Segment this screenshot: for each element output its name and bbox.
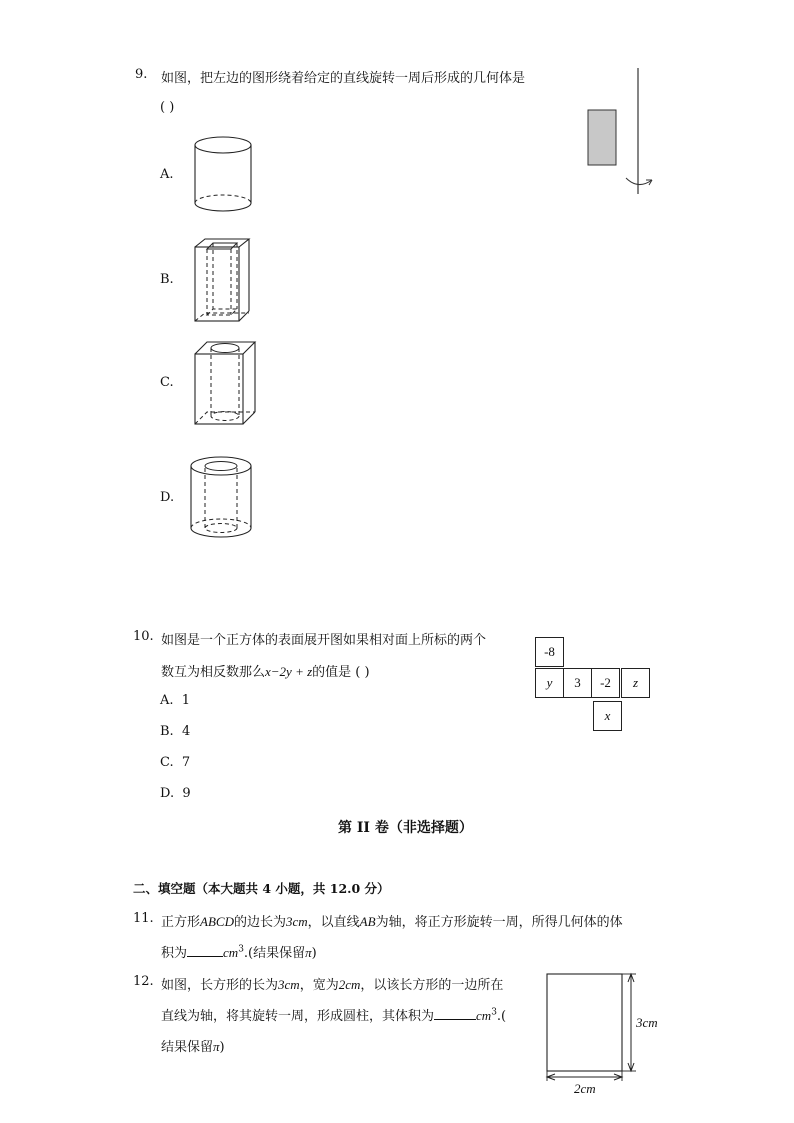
- q9-answer-paren: ( ): [160, 100, 175, 115]
- q12-answer-blank[interactable]: [434, 1007, 476, 1020]
- q11-answer-blank[interactable]: [187, 944, 223, 957]
- net-cell-3: 3: [563, 668, 592, 698]
- q11-line1: 正方形ABCD的边长为3cm，以直线AB为轴，将正方形旋转一周，所得几何体的体: [161, 914, 623, 930]
- q10-number: 10.: [133, 629, 154, 644]
- q9-option-a-label: A.: [160, 167, 174, 182]
- q12-line1: 如图，长方形的长为3cm，宽为2cm，以该长方形的一边所在: [161, 977, 504, 993]
- rotation-reference-figure: [580, 66, 660, 196]
- q10-stem-line2: 数互为相反数那么x−2y + z的值是 ( ): [161, 664, 370, 680]
- q9-option-c-label: C.: [160, 375, 174, 390]
- net-cell-z: z: [621, 668, 650, 698]
- q10-option-c: C. 7: [160, 755, 191, 770]
- prism-with-cylindrical-hole-icon: [193, 340, 259, 428]
- rotation-arrow-icon: [626, 178, 652, 185]
- hollow-square-prism-icon: [193, 237, 255, 325]
- net-cell-top: -8: [535, 637, 564, 667]
- q10-option-d: D. 9: [160, 786, 191, 801]
- net-cell-y: y: [535, 668, 564, 698]
- net-cell-neg2: -2: [591, 668, 620, 698]
- q10-stem-line1: 如图是一个正方体的表面展开图如果相对面上所标的两个: [161, 633, 487, 648]
- q12-line3: 结果保留π): [161, 1039, 225, 1055]
- q9-option-b-label: B.: [160, 272, 174, 287]
- q9-stem: 如图，把左边的图形绕着给定的直线旋转一周后形成的几何体是: [161, 71, 526, 86]
- q12-rectangle: [547, 974, 622, 1071]
- net-cell-x: x: [593, 701, 622, 731]
- section2-header: 二、填空题（本大题共 4 小题，共 12.0 分）: [133, 881, 390, 896]
- q12-line2: 直线为轴，将其旋转一周，形成圆柱，其体积为 $cm^3$.(: [161, 1007, 507, 1024]
- shaded-rectangle: [588, 110, 616, 165]
- q12-height-label: 3cm: [636, 1015, 658, 1030]
- q12-number: 12.: [133, 974, 154, 989]
- hollow-cylinder-icon: [188, 454, 254, 544]
- q11-number: 11.: [133, 911, 154, 926]
- cylinder-icon: [192, 135, 254, 217]
- part2-title: 第 II 卷（非选择题）: [338, 820, 473, 836]
- q9-option-d-label: D.: [160, 490, 175, 505]
- q10-option-a: A. 1: [160, 693, 191, 708]
- q12-width-label: 2cm: [574, 1081, 596, 1096]
- q12-rectangle-figure: [540, 968, 665, 1098]
- q11-line2: 积为 $cm^3$.(结果保留π): [161, 944, 317, 961]
- q10-option-b: B. 4: [160, 724, 191, 739]
- q9-number: 9.: [135, 67, 148, 82]
